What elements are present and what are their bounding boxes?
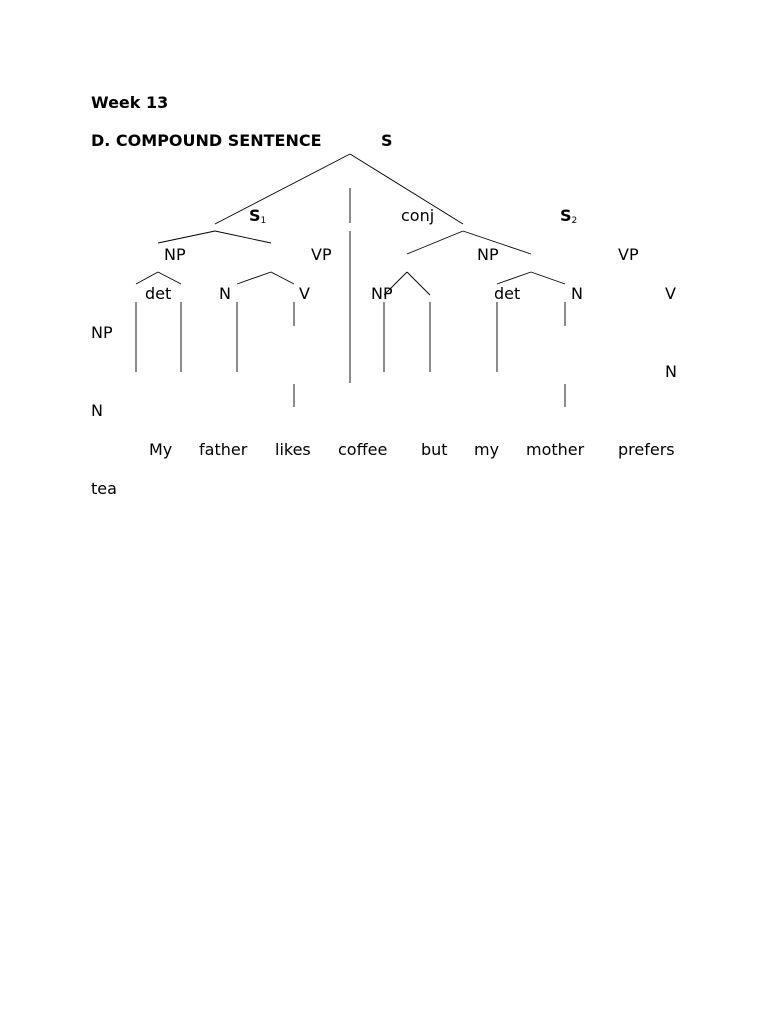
node-conj: conj xyxy=(401,206,435,225)
branch-s1-vp xyxy=(215,231,271,243)
branch-s1-np xyxy=(158,231,215,243)
node-s2-sub: 2 xyxy=(571,216,578,226)
node-vp1: VP xyxy=(311,245,332,264)
branch-np2-n xyxy=(407,272,430,295)
node-s2 xyxy=(560,207,577,228)
node-np1: NP xyxy=(164,245,186,264)
node-det2: det xyxy=(494,284,521,303)
node-s1-main: S xyxy=(249,206,261,225)
node-n-left: N xyxy=(91,401,103,420)
node-n-right: N xyxy=(665,362,677,381)
word-3: likes xyxy=(275,440,311,459)
word-8: prefers xyxy=(618,440,675,459)
section-title: D. COMPOUND SENTENCE xyxy=(91,131,322,150)
node-np-left: NP xyxy=(91,323,113,342)
branch-np1-det xyxy=(136,272,158,284)
week-heading: Week 13 xyxy=(91,93,169,112)
node-vp2: VP xyxy=(618,245,639,264)
branch-vp2-np xyxy=(531,272,565,284)
node-np3: NP xyxy=(371,284,393,303)
word-5: but xyxy=(421,440,448,459)
branch-np1-n xyxy=(158,272,181,284)
branch-s2-np xyxy=(407,231,463,254)
branch-vp2-v xyxy=(497,272,531,284)
word-1: My xyxy=(149,440,173,459)
node-s1 xyxy=(249,207,266,228)
node-n1: N xyxy=(219,284,231,303)
node-n2: N xyxy=(571,284,583,303)
branch-vp1-np xyxy=(271,272,294,284)
node-s1-sub: 1 xyxy=(260,216,267,226)
node-v2: V xyxy=(665,284,676,303)
word-6: my xyxy=(474,440,500,459)
node-det1: det xyxy=(145,284,172,303)
branch-s-s1 xyxy=(215,154,350,224)
node-np2: NP xyxy=(477,245,499,264)
word-2: father xyxy=(199,440,248,459)
node-s2-main: S xyxy=(560,206,572,225)
word-7: mother xyxy=(526,440,585,459)
node-root-s: S xyxy=(381,131,393,150)
word-4: coffee xyxy=(338,440,388,459)
word-last: tea xyxy=(91,479,117,498)
node-v1: V xyxy=(299,284,310,303)
branch-vp1-v xyxy=(237,272,271,284)
